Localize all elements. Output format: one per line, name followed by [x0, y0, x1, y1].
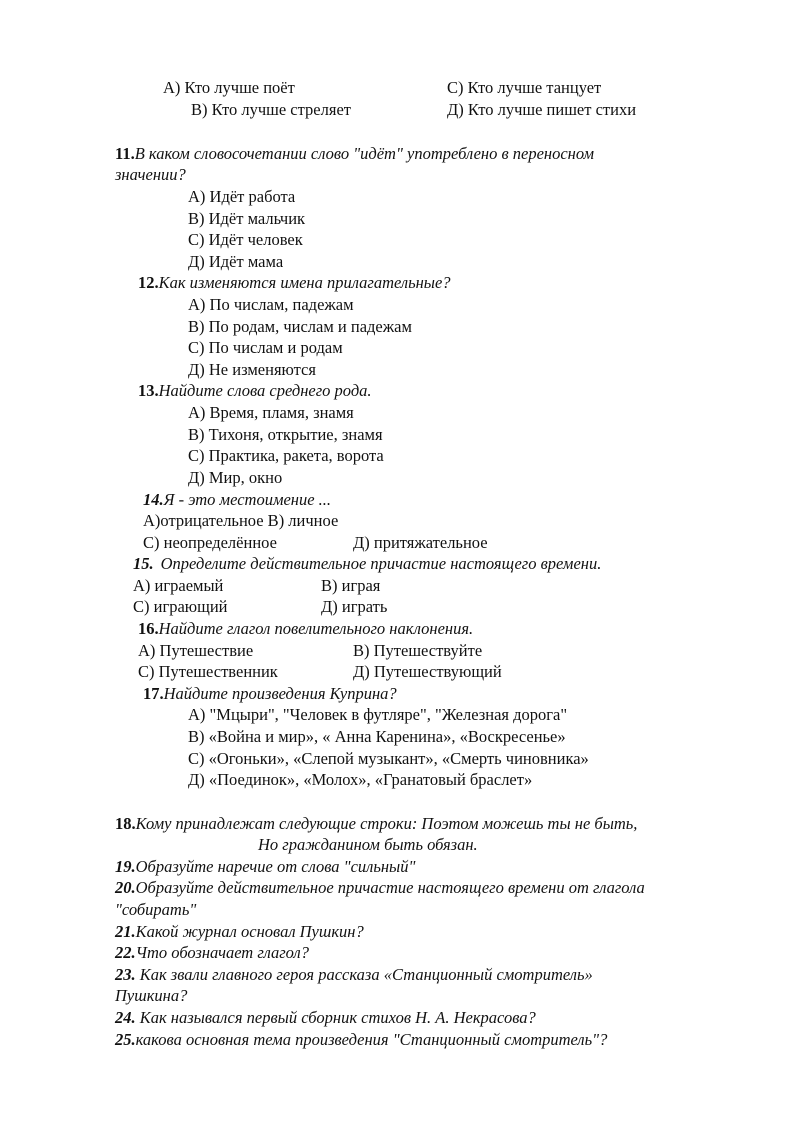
question-text: Образуйте действительное причастие настоящего времени от глагола [135, 878, 645, 897]
question-14 [143, 490, 331, 510]
q13-option: А) Время, пламя, знамя [188, 403, 354, 422]
q10-option-d: Д) Кто лучше пишет стихи [447, 100, 637, 119]
q13-option: Д) Мир, окно [188, 468, 283, 487]
question-18 [115, 814, 637, 834]
q17-option: Д) «Поединок», «Молох», «Гранатовый браслет» [188, 770, 533, 789]
question-number: 12. [138, 273, 159, 292]
question-number: 11. [115, 144, 135, 163]
q16-option: В) Путешествуйте [353, 641, 483, 660]
q11-option: С) Идёт человек [188, 230, 303, 249]
question-number: 24. [115, 1008, 136, 1027]
question-number: 25. [115, 1030, 136, 1049]
question-number: 13. [138, 381, 159, 400]
q16-option: А) Путешествие [138, 641, 254, 660]
q17-option: А) "Мцыри", "Человек в футляре", "Железная дорога" [188, 705, 568, 724]
q15-option: В) играя [321, 576, 381, 595]
question-20 [115, 878, 645, 898]
question-text: Я - это местоимение ... [163, 490, 332, 509]
question-number: 17. [143, 684, 164, 703]
q17-option: В) «Война и мир», « Анна Каренина», «Воскресенье» [188, 727, 566, 746]
question-text: Определите действительное причастие настоящего времени. [160, 554, 602, 573]
question-number: 22. [115, 943, 136, 962]
question-number: 19. [115, 857, 136, 876]
question-number: 16. [138, 619, 159, 638]
q15-option: А) играемый [133, 576, 224, 595]
q13-option: В) Тихоня, открытие, знамя [188, 425, 383, 444]
question-text: Кому принадлежат следующие строки: Поэтом можешь ты не быть, [135, 814, 638, 833]
question-text: Как назывался первый сборник стихов Н. А. Некрасова? [135, 1008, 536, 1027]
question-12 [138, 273, 451, 293]
question-11 [115, 144, 594, 164]
question-16 [138, 619, 473, 639]
q12-option: С) По числам и родам [188, 338, 343, 357]
question-text-cont: Но гражданином быть обязан. [258, 835, 478, 854]
q13-option: С) Практика, ракета, ворота [188, 446, 384, 465]
question-number: 14. [143, 490, 164, 509]
q12-option: В) По родам, числам и падежам [188, 317, 412, 336]
question-22 [115, 943, 309, 963]
question-number: 18. [115, 814, 136, 833]
question-text: Найдите произведения Куприна? [163, 684, 397, 703]
q14-option: А)отрицательное В) личное [143, 511, 339, 530]
question-number: 23. [115, 965, 136, 984]
question-text-cont: значении? [115, 165, 186, 184]
question-15 [133, 554, 601, 574]
q10-option-a: А) Кто лучше поёт [163, 78, 295, 97]
q15-option: Д) играть [321, 597, 388, 616]
question-text-cont: "собирать" [115, 900, 197, 919]
question-21 [115, 922, 364, 942]
question-text: какова основная тема произведения "Станционный смотритель"? [135, 1030, 608, 1049]
question-24 [115, 1008, 536, 1028]
question-text: Образуйте наречие от слова "сильный" [135, 857, 416, 876]
q17-option: С) «Огоньки», «Слепой музыкант», «Смерть чиновника» [188, 749, 589, 768]
question-text: Как звали главного героя рассказа «Станционный смотритель» [135, 965, 593, 984]
question-text: В каком словосочетании слово "идёт" употреблено в переносном [134, 144, 595, 163]
q14-option: С) неопределённое [143, 533, 277, 552]
q11-option: Д) Идёт мама [188, 252, 284, 271]
q16-option: С) Путешественник [138, 662, 278, 681]
question-number: 15. [133, 554, 154, 573]
question-text: Как изменяются имена прилагательные? [158, 273, 451, 292]
q12-option: Д) Не изменяются [188, 360, 316, 379]
question-text-cont: Пушкина? [115, 986, 188, 1005]
q10-option-b: В) Кто лучше стреляет [191, 100, 351, 119]
question-text: Что обозначает глагол? [135, 943, 309, 962]
q16-option: Д) Путешествующий [353, 662, 502, 681]
q14-option: Д) притяжательное [353, 533, 488, 552]
question-23 [115, 965, 593, 985]
question-17 [143, 684, 397, 704]
question-number: 21. [115, 922, 136, 941]
q12-option: А) По числам, падежам [188, 295, 354, 314]
question-13 [138, 381, 372, 401]
q10-option-c: С) Кто лучше танцует [447, 78, 602, 97]
question-text: Какой журнал основал Пушкин? [135, 922, 364, 941]
question-25 [115, 1030, 607, 1050]
q11-option: А) Идёт работа [188, 187, 296, 206]
q15-option: С) играющий [133, 597, 228, 616]
question-text: Найдите слова среднего рода. [158, 381, 372, 400]
question-19 [115, 857, 415, 877]
question-number: 20. [115, 878, 136, 897]
q11-option: В) Идёт мальчик [188, 209, 306, 228]
question-text: Найдите глагол повелительного наклонения. [158, 619, 474, 638]
